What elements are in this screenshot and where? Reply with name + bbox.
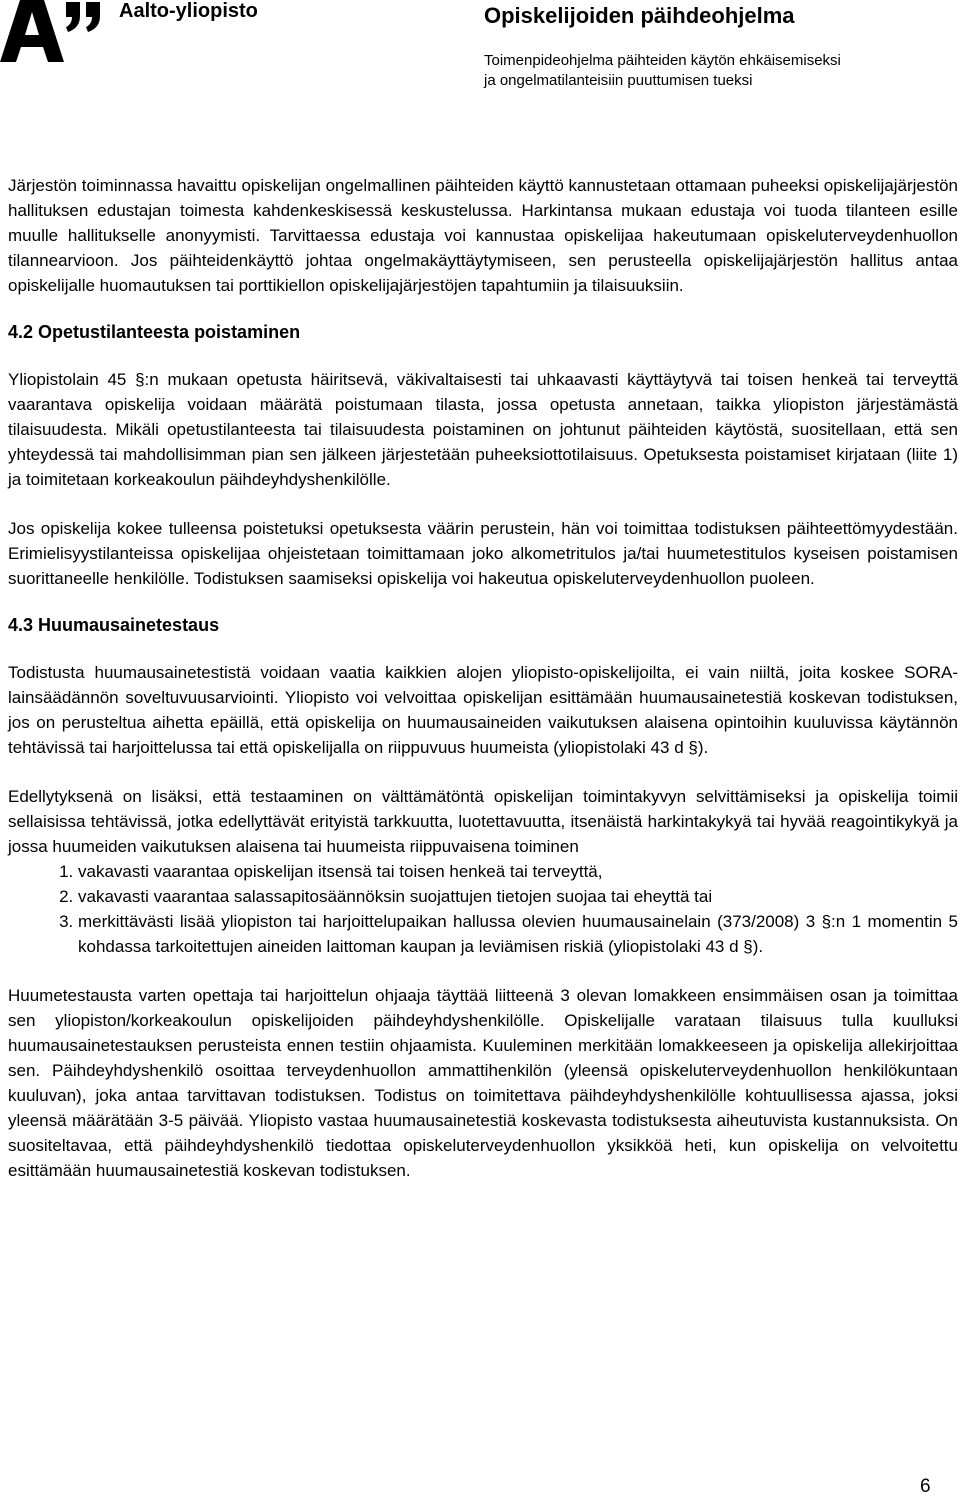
paragraph-6: Huumetestausta varten opettaja tai harjoittelun ohjaaja täyttää liitteenä 3 olevan lomakkeen ensimmäisen osan ja toimittaa sen yliopiston/korkeakoulun opiskelijoiden päihdeyhdyshenkilölle. Opiskelijalle varataan tilaisuus tulla kuulluksi huumausainetestauksen perusteista ennen testiin ohjaamista. Kuuleminen merkitään lomakkeeseen ja opiskelija allekirjoittaa sen. Päihdeyhdyshenkilö osoittaa terveydenhuollon ammattihenkilön (yleensä opiskeluterveydenhuollon henkilökuntaan kuuluvan), joka antaa tarvittavan todistuksen. Todistus on toimitettava päihdeyhdyshenkilölle kohtuullisessa ajassa, joksi yleensä määrätään 3-5 päivää. Yliopisto vastaa huumausainetestiä koskevasta todistuksesta aiheutuvista kustannuksista. On suositeltavaa, että päihdeyhdyshenkilö tiedottaa opiskeluterveydenhuollon yksikköä heti, kun opiskelija on velvoitettu esittämään huumausainetestiä koskevan todistuksen.: [8, 986, 958, 1180]
aalto-logo: [0, 0, 110, 70]
list-item: 2. vakavasti vaarantaa salassapitosäännöksin suojattujen tietojen suojaa tai eheyttä tai: [78, 884, 958, 909]
subtitle-line-2: ja ongelmatilanteisiin puuttumisen tueksi: [484, 72, 753, 89]
list-item: 3. merkittävästi lisää yliopiston tai harjoittelupaikan hallussa olevien huumausainelain (373/2008) 3 §:n 1 momentin 5 kohdassa tarkoitettujen aineiden laittoman kaupan ja leviämisen riskiä (yliopistolaki 43 d §).: [78, 909, 958, 959]
criteria-list: [8, 859, 958, 959]
document-subtitle: [484, 51, 841, 91]
paragraph-4: Todistusta huumausainetestistä voidaan vaatia kaikkien alojen yliopisto-opiskelijoilta, ei vain niiltä, joita koskee SORA-lainsäädännön soveltuvuusarviointi. Yliopisto voi velvoittaa opiskelijan esittämään huumausainetestiä koskevan todistuksen, jos on perusteltua aihetta epäillä, että opiskelija on huumausaineiden vaikutuksen alaisena opintoihin kuuluvissa käytännön tehtävissä tai harjoittelussa tai että opiskelijalla on riippuvuus huumeista (yliopistolaki 43 d §).: [8, 663, 958, 757]
paragraph-3: Jos opiskelija kokee tulleensa poistetuksi opetuksesta väärin perustein, hän voi toimittaa todistuksen päihteettömyydestään. Erimielisyystilanteissa opiskelijaa ohjeistetaan toimittamaan joko alkometritulos ja/tai huumetestitulos kyseisen poistamisen suorittaneelle henkilölle. Todistuksen saamiseksi opiskelija voi hakeutua opiskeluterveydenhuollon puoleen.: [8, 519, 958, 588]
paragraph-2: Yliopistolain 45 §:n mukaan opetusta häiritsevä, väkivaltaisesti tai uhkaavasti käyttäytyvä tai toisen henkeä tai terveyttä vaarantava opiskelija voidaan määrätä poistumaan tilasta, jossa opetusta annetaan, taikka yliopiston järjestämästä tilaisuudesta. Mikäli opetustilanteesta tai tilaisuudesta poistaminen on johtunut päihteiden käytöstä, suositellaan, että sen yhteydessä tai mahdollisimman pian sen jälkeen järjestetään puheeksiottotilaisuus. Opetuksesta poistamiset kirjataan (liite 1) ja toimitetaan korkeakoulun päihdeyhdyshenkilölle.: [8, 370, 958, 489]
paragraph-1: Järjestön toiminnassa havaittu opiskelijan ongelmallinen päihteiden käyttö kannustetaan ottamaan puheeksi opiskelijajärjestön hallituksen edustajan toimesta kahdenkeskisessä keskustelussa. Harkintansa mukaan edustaja voi tuoda tilanteen esille muulle hallitukselle anonyymisti. Tarvittaessa edustaja voi kannustaa opiskelijaa hakeutumaan opiskeluterveydenhuollon tilannearvioon. Jos päihteidenkäyttö johtaa ongelmakäyttäytymiseen, sen perusteella opiskelijajärjestön hallitus antaa opiskelijalle huomautuksen tai porttikiellon opiskelijajärjestöjen tapahtumiin ja tilaisuuksiin.: [8, 176, 958, 295]
subtitle-line-1: Toimenpideohjelma päihteiden käytön ehkäisemiseksi: [484, 52, 841, 69]
section-heading-4-2: 4.2 Opetustilanteesta poistaminen: [8, 322, 301, 342]
page-number: 6: [920, 1476, 931, 1497]
paragraph-5: Edellytyksenä on lisäksi, että testaaminen on välttämätöntä opiskelijan toimintakyvyn selvittämiseksi ja opiskelija toimii sellaisissa tehtävissä, jotka edellyttävät erityistä tarkkuutta, luotettavuutta, itsenäistä harkintakykyä tai hyvää reagointikykyä ja jossa huumeiden vaikutuksen alaisena tai huumeista riippuvaisena toiminen: [8, 787, 958, 856]
document-title: Opiskelijoiden päihdeohjelma: [484, 3, 795, 28]
section-heading-4-3: 4.3 Huumausainetestaus: [8, 615, 220, 635]
logo-text: Aalto-yliopisto: [119, 0, 258, 22]
list-item: 1. vakavasti vaarantaa opiskelijan itsensä tai toisen henkeä tai terveyttä,: [78, 859, 958, 884]
document-body: [8, 173, 958, 1183]
